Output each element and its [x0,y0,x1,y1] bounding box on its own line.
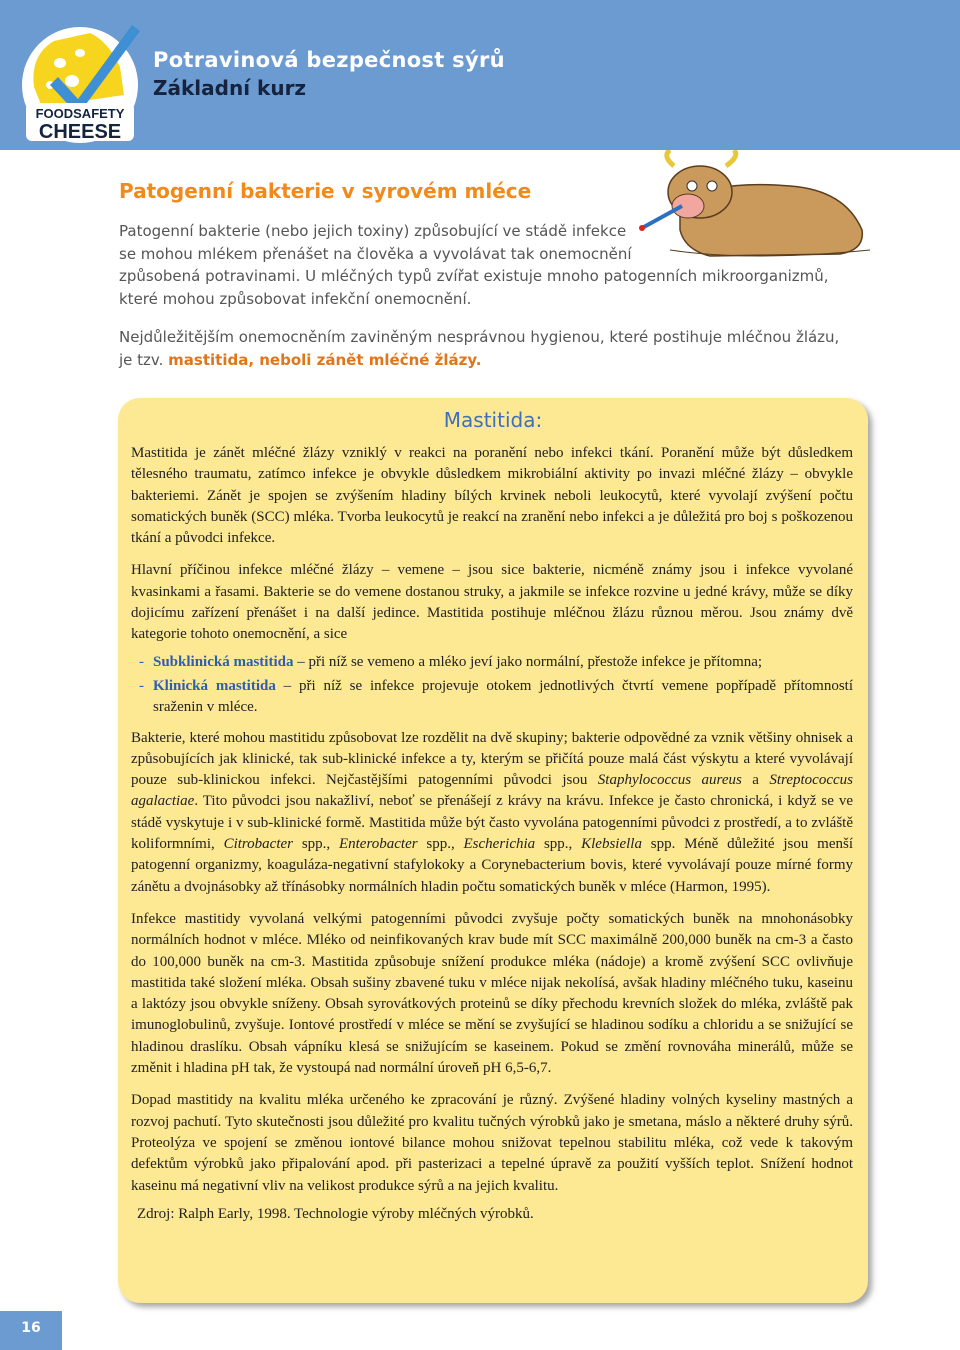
document-title: Potravinová bezpečnost sýrů [153,48,505,72]
list-item-clinical: - Klinická mastitida – při níž se infekce projevuje otokem jednotlivých čtvrtí vemene popřípadě přítomností sraženin v mléce. [139,677,853,716]
box-title: Mastitida: [443,408,543,432]
source-citation: Zdroj: Ralph Early, 1998. Technologie výroby mléčných výrobků. [137,1205,534,1222]
box-body [131,443,853,1236]
intro-text [119,220,879,387]
svg-text:FOODSAFETY: FOODSAFETY [35,106,125,121]
box-paragraph-4: Infekce mastitidy vyvolaná velkými patogenními původci zvyšuje počty somatických buněk na mnohonásobky normálních hodnot v mléce. Mléko od neinfikovaných krav bude mít SCC maximálně 200,000 buněk na cm-3 a často do 100,000 buněk na cm-3. Mastitida způsobuje snížení produkce mléka (nádoje) a kromě zvýšení SCC ovlivňuje mastitida také složení mléka. Obsah sušiny zbavené tuku v mléce nijak nekolísá, avšak hladiny mléčného tuku, kaseinu a laktózy jsou obvykle sníženy. Obsah syrovátkových proteinů se díky přechodu krevních složek do mléka, zvláště pak imunoglobulinů, zvyšuje. Iontové prostředí v mléce se mění se zvyšující se hladinou sodíku a chloridu a se snižující se hladinou draslíku. Obsah vápníku klesá se snižujícím se kaseinem. Pokud se změní rovnováha minerálů, může se změnit i hladina pH tak, že vystoupá nad normální úroveň pH 6,5-6,7. [131,910,853,1077]
svg-text:CHEESE: CHEESE [38,121,122,143]
box-paragraph-5: Dopad mastitidy na kvalitu mléka určeného ke zpracování je různý. Zvýšené hladiny volných kyseliny mastných a rozvoj pachutí. Tyto skutečnosti jsou důležité pro kvalitu tučných výrobků jako je smetana, máslo a některé druhy sýrů. Proteolýza ve spojení se změnou iontové bilance mohou snižovat tepelnou stabilitu mléka, což vede k takovým defektům výrobků jako připalování apod. při pasterizaci a tepelné úpravě za použití vyšších teplot. Snížení hodnot kaseinu má negativní vliv na velikost produkce sýrů a na jejich kvalitu. [131,1092,853,1194]
box-paragraph-1: Mastitida je zánět mléčné žlázy vzniklý v reakci na poranění nebo infekci tkání. Poranění může být důsledkem tělesného traumatu, zatímco infekce je obvykle důsledkem mikrobiální aktivity po invazi mléčné žlázy – obvykle bakteriemi. Zánět je spojen se zvýšením hladiny bílých krvinek neboli leukocytů, které vyvolají zvýšení počtu somatických buněk (SCC) mléka. Tvorba leukocytů je reakcí na zranění nebo infekci a je důležitá pro boj s poškozenou tkání a původci infekce. [131,445,853,547]
highlight-mastitida: mastitida, neboli zánět mléčné žlázy. [168,350,482,369]
intro-paragraph-1: Patogenní bakterie (nebo jejich toxiny) způsobující ve stádě infekce se mohou mlékem přenášet na člověka a vyvolávat tak onemocnění způsobená potravinami. U mléčných typů zvířat existuje mnoho patogenních mikroorganizmů, které mohou způsobovat infekční onemocnění. [119,222,829,308]
section-title: Patogenní bakterie v syrovém mléce [119,179,532,203]
page-number: 16 [21,1320,41,1336]
foodsafety-cheese-logo [20,15,145,147]
intro-paragraph-2: Nejdůležitějším onemocněním zaviněným nesprávnou hygienou, které postihuje mléčnou žlázu, je tzv. mastitida, neboli zánět mléčné žlázy. [119,328,840,369]
box-paragraph-3: Bakterie, které mohou mastitidu způsobovat lze rozdělit na dvě skupiny; bakterie odpovědné za vznik většiny ohnisek a způsobujících jak klinické, tak sub-klinické infekce a ty, kterým se přičítá pouze malá část výskytu a které vyvolávají pouze sub-klinickou infekci. Nejčastějšími patogenními původci jsou Staphylococcus aureus a Streptococcus agalactiae. Tito původci jsou nakažliví, neboť se přenášejí z krávy na krávu. Infekce je často chronická, i když se ve stádě vyskytuje i v sub-klinické formě. Mastitida může být často vyvolána patogenními původci z prostředí, a to zvláště koliformními, Citrobacter spp., Enterobacter spp., Escherichia spp., Klebsiella spp. Méně důležité jsou menší patogenní organizmy, koaguláza-negativní stafylokoky a Corynebacterium bovis, které vyvolávají pouze mírné formy zánětu a dvojnásobky až třínásobky normálních hladin počtu somatických buněk v mléce (Harmon, 1995). [131,729,854,895]
list-item-subclinical: - Subklinická mastitida – při níž se vemeno a mléko jeví jako normální, přestože infekce je přítomna; [139,653,763,670]
document-subtitle: Základní kurz [153,76,307,100]
box-paragraph-2: Hlavní příčinou infekce mléčné žlázy – vemene – jsou sice bakterie, nicméně známy jsou i infekce vyvolané kvasinkami a řasami. Bakterie se do vemene dostanou struky, a jakmile se infekce rozvine u jedné krávy, může se díky dojicímu zařízení přenášet i na další jedince. Mastitida postihuje mléčnou žlázu různou měrou. Jsou známy dvě kategorie tohoto onemocnění, a sice [131,562,853,643]
